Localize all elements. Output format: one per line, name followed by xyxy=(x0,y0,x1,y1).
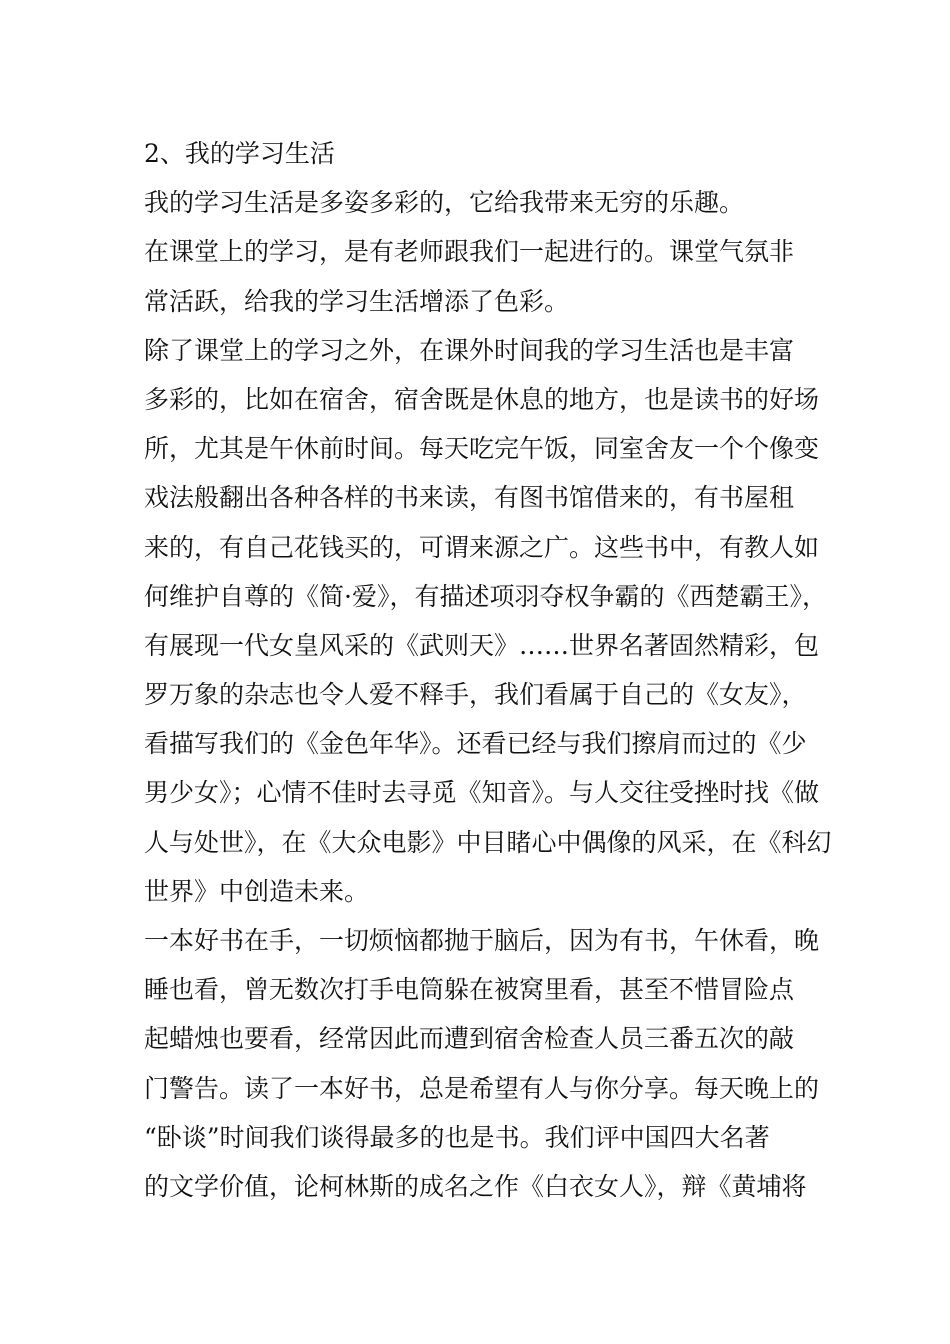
text-line: 起蜡烛也要看，经常因此而遭到宿舍检查人员三番五次的敲 xyxy=(144,1024,795,1054)
text-line: 何维护自尊的《简·爱》，有描述项羽夺权争霸的《西楚霸王》， xyxy=(144,581,827,611)
text-line: 来的，有自己花钱买的，可谓来源之广。这些书中，有教人如 xyxy=(144,532,820,562)
text-line: 世界》中创造未来。 xyxy=(144,876,370,906)
text-line: 门警告。读了一本好书，总是希望有人与你分享。每天晚上的 xyxy=(144,1073,820,1103)
section-heading: 2、我的学习生活 xyxy=(144,139,335,168)
text-line: 在课堂上的学习，是有老师跟我们一起进行的。课堂气氛非 xyxy=(144,237,795,267)
text-line: 男少女》；心情不佳时去寻觅《知音》。与人交往受挫时找《做 xyxy=(144,778,820,808)
text-line: 一本好书在手，一切烦恼都抛于脑后，因为有书，午休看，晚 xyxy=(144,926,820,955)
document-body xyxy=(144,129,832,1211)
text-line: 人与处世》，在《大众电影》中目睹心中偶像的风采，在《科幻 xyxy=(144,827,832,857)
text-line: 戏法般翻出各种各样的书来读，有图书馆借来的，有书屋租 xyxy=(144,483,795,513)
text-line: 除了课堂上的学习之外，在课外时间我的学习生活也是丰富 xyxy=(144,335,795,365)
text-line: 有展现一代女皇风采的《武则天》……世界名著固然精彩，包 xyxy=(144,630,820,660)
text-line: 我的学习生活是多姿多彩的，它给我带来无穷的乐趣。 xyxy=(144,188,745,218)
text-line: 罗万象的杂志也令人爱不释手，我们看属于自己的《女友》， xyxy=(144,680,807,710)
text-line: 睡也看，曾无数次打手电筒躲在被窝里看，甚至不惜冒险点 xyxy=(144,975,795,1005)
text-line: 的文学价值，论柯林斯的成名之作《白衣女人》，辩《黄埔将 xyxy=(144,1171,807,1201)
text-line: 所，尤其是午休前时间。每天吃完午饭，同室舍友一个个像变 xyxy=(144,434,820,464)
text-line: 看描写我们的《金色年华》。还看已经与我们擦肩而过的《少 xyxy=(144,729,807,759)
text-line: 多彩的，比如在宿舍，宿舍既是休息的地方，也是读书的好场 xyxy=(144,384,820,414)
text-line: 常活跃，给我的学习生活增添了色彩。 xyxy=(144,286,570,316)
text-line: “卧谈”时间我们谈得最多的也是书。我们评中国四大名著 xyxy=(144,1122,770,1152)
